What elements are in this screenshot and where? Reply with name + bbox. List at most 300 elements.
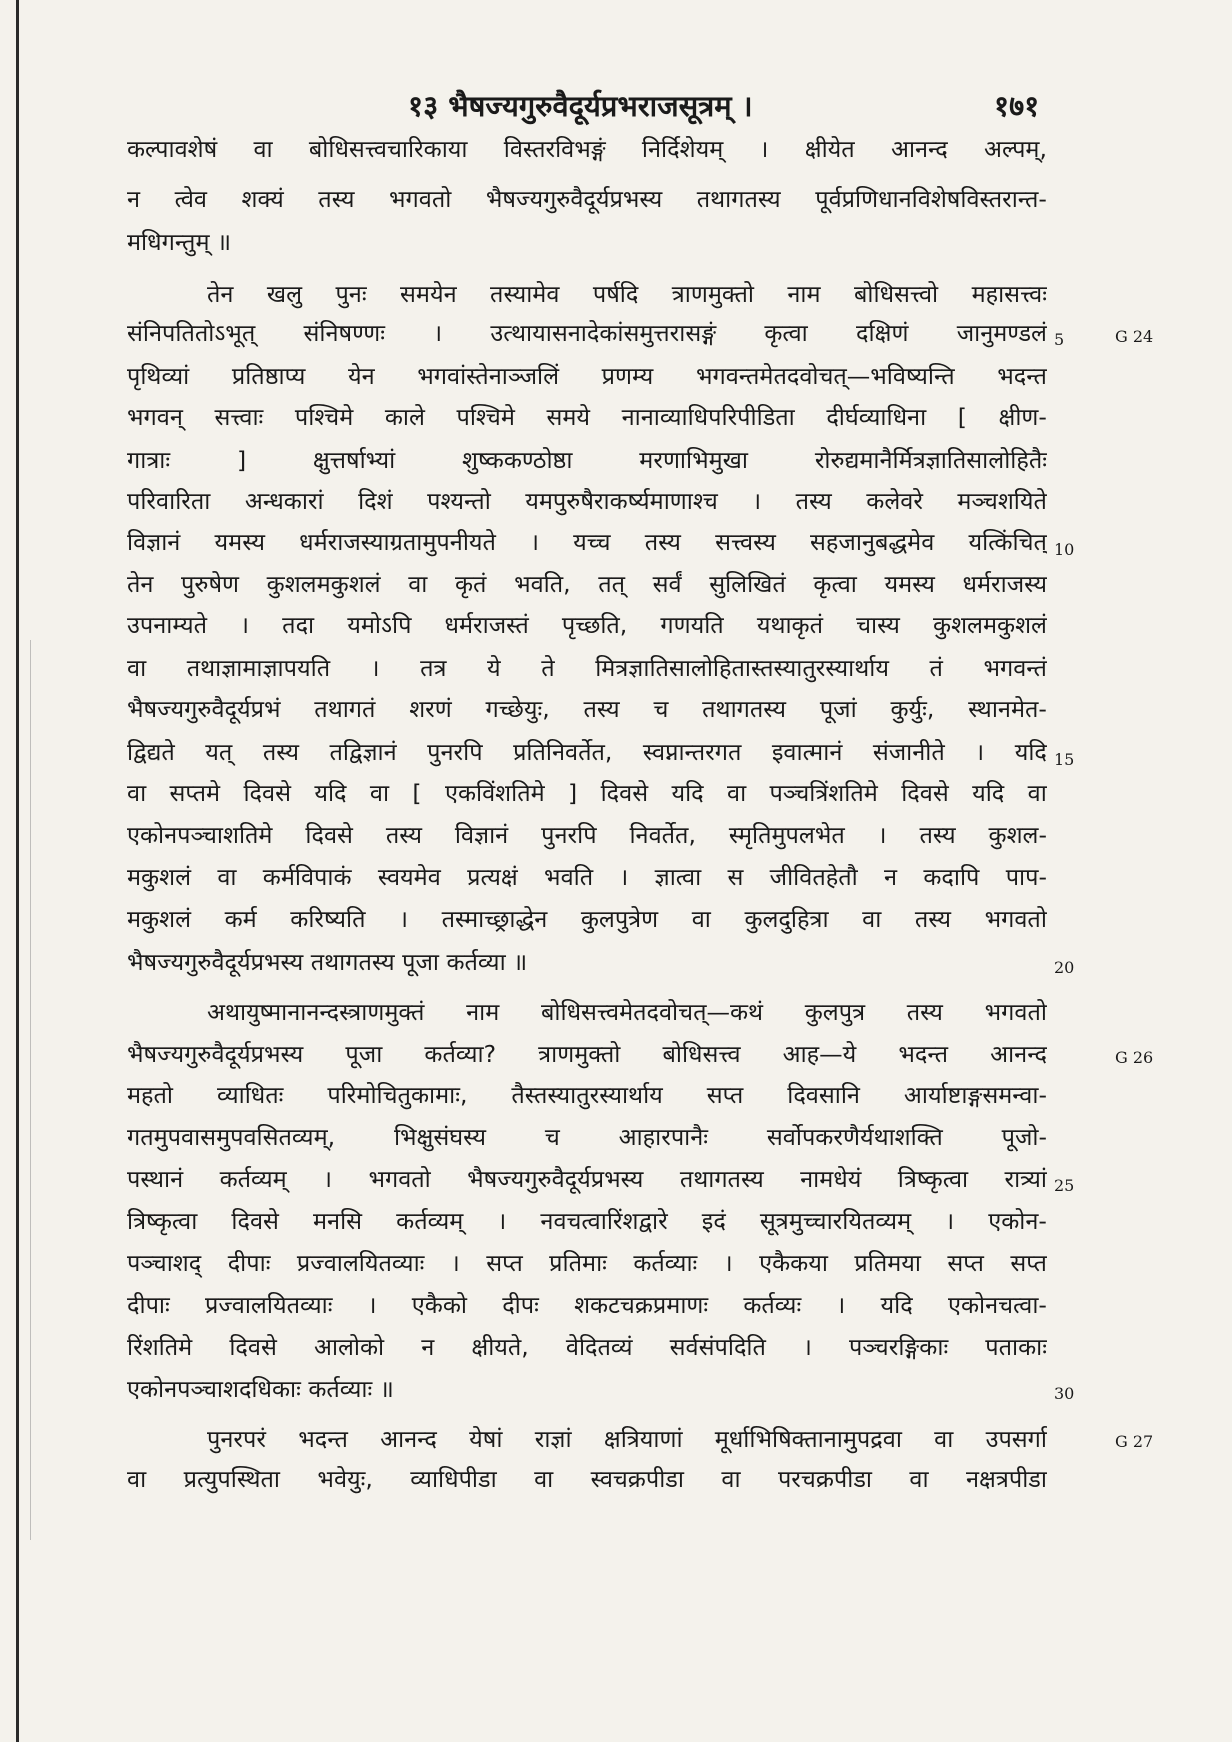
word: तस्य — [318, 185, 355, 213]
word: । — [619, 863, 629, 891]
word: दिवसे — [243, 779, 291, 807]
word: क्षत्रियाणां — [603, 1425, 683, 1453]
word: धर्मराजस्य — [962, 570, 1047, 598]
word: स — [727, 863, 744, 891]
word: करिष्यति — [290, 905, 366, 933]
word: वा — [127, 779, 147, 807]
word: । — [240, 611, 250, 639]
word: तस्य — [385, 821, 422, 849]
word: यदि — [1014, 738, 1047, 766]
word: गतमुपवासमुपवसितव्यम्, — [127, 1123, 336, 1151]
word: । — [877, 821, 887, 849]
word: कर्तव्या? — [424, 1040, 497, 1068]
text-line — [127, 316, 1047, 350]
word: पृथिव्यां — [127, 362, 190, 390]
word: व्याधितः — [216, 1081, 284, 1109]
word: उपनाम्यते — [127, 611, 208, 639]
word: कुर्युः, — [890, 695, 935, 723]
word: पञ्चत्रिंशतिमे — [769, 779, 878, 807]
word: भैषज्यगुरुवैदूर्यप्रभस्य — [485, 185, 663, 213]
word: च — [544, 1123, 560, 1151]
word: आलोको — [313, 1333, 385, 1361]
text-line — [127, 1162, 1047, 1196]
text-line — [127, 567, 1047, 601]
word: धर्मराजस्याग्रतामुपनीयते — [299, 528, 496, 556]
word: नवचत्वारिंशद्वारे — [540, 1207, 668, 1235]
word: भैषज्यगुरुवैदूर्यप्रभं — [127, 695, 281, 723]
word: दक्षिणं — [856, 319, 909, 347]
text-line — [127, 484, 1047, 518]
word: शक्यं — [241, 185, 284, 213]
manuscript-reference: G 24 — [1115, 327, 1154, 346]
word: शुष्ककण्ठोष्ठा — [461, 446, 573, 474]
word: कल्पावशेषं — [127, 135, 218, 163]
text-line — [127, 608, 1047, 642]
word: तेन — [207, 280, 234, 308]
text-line — [207, 995, 1047, 1029]
word: दीपः — [502, 1291, 539, 1319]
word: यमस्य — [884, 570, 935, 598]
text-line — [127, 902, 1047, 936]
word: प्रतिनिवर्तेत, — [513, 738, 613, 766]
word: तद्विज्ञानं — [329, 738, 397, 766]
word: निवर्तेत, — [629, 821, 696, 849]
word: सप्त — [486, 1249, 523, 1277]
word: बोधिसत्त्व — [662, 1040, 741, 1068]
word: वेदितव्यं — [565, 1333, 633, 1361]
word: आनन्द — [890, 135, 948, 163]
text-line: एकोनपञ्चाशदधिकाः कर्तव्याः ॥ — [127, 1375, 394, 1403]
word: बोधिसत्त्वो — [853, 280, 939, 308]
word: शकटचक्रप्रमाणः — [574, 1291, 709, 1319]
text-line — [127, 182, 1047, 216]
word: ते — [541, 654, 555, 682]
word: पूजा — [345, 1040, 383, 1068]
text-line — [127, 818, 1047, 852]
word: दिवसे — [600, 779, 649, 807]
word: भैषज्यगुरुवैदूर्यप्रभस्य — [127, 1040, 304, 1068]
word: सप्त — [706, 1081, 744, 1109]
word: विज्ञानं — [454, 821, 509, 849]
word: । — [323, 1165, 333, 1193]
word: पस्थानं — [127, 1165, 184, 1193]
word: वा — [534, 1465, 554, 1493]
word: पश्चिमे — [294, 403, 354, 431]
manuscript-reference: G 27 — [1115, 1432, 1154, 1451]
word: बोधिसत्त्वचारिकाया — [308, 135, 468, 163]
word: यथाकृतं — [756, 611, 824, 639]
word: तस्य — [906, 998, 943, 1026]
word: भवति — [544, 863, 594, 891]
text-line — [127, 132, 1047, 166]
word: एकैकया — [759, 1249, 828, 1277]
text-line — [127, 1462, 1047, 1496]
text-line: भैषज्यगुरुवैदूर्यप्रभस्य तथागतस्य पूजा कर्तव्या ॥ — [127, 948, 528, 976]
word: भगवतो — [368, 1165, 431, 1193]
word: महतो — [127, 1081, 174, 1109]
text-line — [127, 1078, 1047, 1112]
word: उत्थायासनादेकांसमुत्तरासङ्गं — [490, 319, 717, 347]
word: यदि — [880, 1291, 913, 1319]
word: तस्य — [919, 821, 956, 849]
word: प्रतिमया — [854, 1249, 921, 1277]
word: तस्य — [644, 528, 681, 556]
text-line — [127, 692, 1047, 726]
word: ] — [568, 779, 578, 807]
word: जीवितहेतौ — [769, 863, 858, 891]
text-line — [127, 776, 1047, 810]
word: यत्किंचित् — [968, 528, 1047, 556]
word: मरणाभिमुखा — [639, 446, 748, 474]
word: अन्धकारां — [244, 487, 324, 515]
word: पुनः — [335, 280, 367, 308]
word: कर्म — [224, 905, 257, 933]
word: पुनरपरं — [207, 1425, 266, 1453]
word: यदि — [972, 779, 1005, 807]
word: पर्षदि — [592, 280, 639, 308]
text-line — [127, 1288, 1047, 1322]
word: दीपाः — [227, 1249, 271, 1277]
word: एकैको — [411, 1291, 467, 1319]
word: एकोनपञ्चाशतिमे — [127, 821, 273, 849]
word: काले — [384, 403, 425, 431]
word: सर्वोपकरणैर्यथाशक्ति — [766, 1123, 943, 1151]
word: गात्राः — [127, 446, 171, 474]
word: कृत्वा — [764, 319, 808, 347]
word: सुलिखितं — [709, 570, 786, 598]
word: तथागतं — [314, 695, 376, 723]
word: सहजानुबद्धमेव — [810, 528, 935, 556]
word: भगवांस्तेनाञ्जलिं — [417, 362, 560, 390]
word: शरणं — [409, 695, 452, 723]
word: । — [759, 135, 769, 163]
word: वा — [909, 1465, 929, 1493]
word: । — [752, 487, 762, 515]
running-head: १३ भैषज्यगुरुवैदूर्यप्रभराजसूत्रम् । — [408, 89, 753, 123]
word: व्याधिपीडा — [410, 1465, 497, 1493]
word: आनन्द — [990, 1040, 1047, 1068]
word: मकुशलं — [127, 863, 192, 891]
text-line: मधिगन्तुम् ॥ — [127, 228, 232, 256]
word: पञ्चाशद् — [127, 1249, 202, 1277]
word: वा — [1027, 779, 1047, 807]
word: तत्र — [420, 654, 447, 682]
word: स्वयमेव — [377, 863, 441, 891]
word: । — [399, 905, 408, 933]
word: द्विद्यते — [127, 738, 175, 766]
word: तदा — [282, 611, 315, 639]
gutter-shadow — [30, 640, 31, 1540]
line-number: 10 — [1054, 540, 1075, 559]
word: तथागतस्य — [696, 185, 781, 213]
word: एकविंशतिमे — [444, 779, 545, 807]
word: यमपुरुषैराकर्ष्यमाणाश्च — [525, 487, 718, 515]
text-line — [127, 1246, 1047, 1280]
text-line — [127, 651, 1047, 685]
word: येन — [347, 362, 375, 390]
word: इदं — [701, 1207, 726, 1235]
word: एकोनचत्वा- — [947, 1291, 1047, 1319]
word: गणयति — [660, 611, 724, 639]
word: मनसि — [313, 1207, 363, 1235]
word: मित्रज्ञातिसालोहितास्तस्यातुरस्यार्थाय — [595, 654, 889, 682]
word: कुलदुहित्रा — [744, 905, 829, 933]
word: दिवसे — [305, 821, 353, 849]
page-number: १७१ — [994, 89, 1040, 123]
word: वा — [727, 779, 747, 807]
word: [ — [957, 403, 967, 431]
word: पूजां — [819, 695, 857, 723]
word: कर्मविपाकं — [262, 863, 352, 891]
word: तथागतस्य — [702, 695, 787, 723]
word: भगवतो — [984, 905, 1047, 933]
word: परिवारिता — [127, 487, 211, 515]
word: सर्वसंपदिति — [669, 1333, 766, 1361]
word: पश्चिमे — [456, 403, 515, 431]
word: । — [450, 1249, 460, 1277]
word: । — [497, 1207, 507, 1235]
word: कुशलमकुशलं — [266, 570, 381, 598]
word: नानाव्याधिपरिपीडिता — [621, 403, 795, 431]
word: वा — [691, 905, 711, 933]
word: कर्तव्यम् — [396, 1207, 464, 1235]
word: परचक्रपीडा — [777, 1465, 872, 1493]
word: पुरुषेण — [181, 570, 240, 598]
word: सत्त्वस्य — [715, 528, 776, 556]
word: वा — [127, 1465, 147, 1493]
word: सर्वं — [652, 570, 682, 598]
word: कर्तव्याः — [633, 1249, 698, 1277]
word: कलेवरे — [866, 487, 923, 515]
word: अथायुष्मानानन्दस्त्राणमुक्तं — [207, 998, 425, 1026]
word: । — [803, 1333, 812, 1361]
text-line — [127, 735, 1047, 769]
word: पुनरपि — [427, 738, 483, 766]
word: त्वेव — [174, 185, 207, 213]
word: प्रज्वालयितव्याः — [296, 1249, 425, 1277]
word: पाप- — [1005, 863, 1047, 891]
word: राज्ञां — [534, 1425, 572, 1453]
word: प्रत्यक्षं — [467, 863, 518, 891]
word: कृतं — [455, 570, 487, 598]
word: । — [530, 528, 540, 556]
word: दिशं — [358, 487, 393, 515]
word: वा — [127, 654, 147, 682]
word: प्रतिष्ठाप्य — [231, 362, 306, 390]
word: कुशल- — [988, 821, 1047, 849]
word: पताकाः — [985, 1333, 1047, 1361]
word: मकुशलं — [127, 905, 192, 933]
line-number: 25 — [1054, 1176, 1075, 1195]
word: कर्तव्यम् — [219, 1165, 287, 1193]
word: नाम — [787, 280, 821, 308]
word: त्राणमुक्तो — [671, 280, 754, 308]
word: [ — [412, 779, 422, 807]
word: बोधिसत्त्वमेतदवोचत्—कथं — [541, 998, 764, 1026]
word: वा — [253, 135, 273, 163]
word: कदापि — [923, 863, 980, 891]
word: कर्तव्यः — [743, 1291, 802, 1319]
word: आर्याष्टाङ्गसमन्वा- — [903, 1081, 1047, 1109]
word: त्रिष्कृत्वा — [897, 1165, 969, 1193]
word: प्रणम्य — [601, 362, 654, 390]
word: सप्त — [1010, 1249, 1047, 1277]
word: यदि — [671, 779, 704, 807]
word: च — [653, 695, 669, 723]
word: एकोन- — [988, 1207, 1047, 1235]
word: उपसर्गा — [985, 1425, 1047, 1453]
word: संजानीते — [872, 738, 945, 766]
word: तथागतस्य — [679, 1165, 764, 1193]
word: निर्दिशेयम् — [641, 135, 724, 163]
word: तस्य — [914, 905, 952, 933]
word: भवेयुः, — [317, 1465, 373, 1493]
word: संनिपतितोऽभूत् — [127, 319, 256, 347]
word: भगवतो — [389, 185, 452, 213]
word: स्थानमेत- — [968, 695, 1047, 723]
word: रात्र्यां — [1004, 1165, 1047, 1193]
word: तस्य — [583, 695, 620, 723]
word: सूत्रमुच्चारयितव्यम् — [759, 1207, 912, 1235]
text-line — [127, 1037, 1047, 1071]
word: । — [836, 1291, 846, 1319]
word: सप्तमे — [169, 779, 221, 807]
word: जानुमण्डलं — [956, 319, 1047, 347]
text-line — [127, 860, 1047, 894]
word: तस्य — [262, 738, 299, 766]
word: यदि — [314, 779, 347, 807]
text-line — [207, 277, 1047, 311]
word: नामधेयं — [800, 1165, 862, 1193]
word: तस्य — [795, 487, 832, 515]
word: विज्ञानं — [127, 528, 181, 556]
word: पश्यन्तो — [427, 487, 491, 515]
word: आनन्द — [380, 1425, 437, 1453]
word: भैषज्यगुरुवैदूर्यप्रभस्य — [467, 1165, 644, 1193]
word: पञ्चरङ्गिकाः — [849, 1333, 949, 1361]
word: कुलपुत्र — [804, 998, 866, 1026]
text-line — [127, 359, 1047, 393]
word: दिवसे — [901, 779, 949, 807]
word: गच्छेयुः, — [485, 695, 550, 723]
word: आह—ये — [782, 1040, 857, 1068]
word: नाम — [466, 998, 500, 1026]
word: वा — [934, 1425, 954, 1453]
word: नक्षत्रपीडा — [965, 1465, 1047, 1493]
word: खलु — [266, 280, 303, 308]
word: भगवतो — [984, 998, 1047, 1026]
word: अल्पम्, — [984, 135, 1047, 163]
line-number: 5 — [1054, 330, 1065, 349]
manuscript-reference: G 26 — [1115, 1048, 1154, 1067]
word: यमस्य — [214, 528, 265, 556]
word: सप्त — [947, 1249, 984, 1277]
line-number: 20 — [1054, 958, 1075, 977]
word: ] — [236, 446, 247, 474]
word: भगवन्तमेतदवोचत्—भविष्यन्ति — [695, 362, 955, 390]
word: दिवसे — [229, 1333, 277, 1361]
word: कुलपुत्रेण — [580, 905, 659, 933]
word: दीपाः — [127, 1291, 170, 1319]
word: सत्त्वाः — [214, 403, 264, 431]
word: । — [370, 654, 380, 682]
word: ज्ञात्वा — [654, 863, 702, 891]
word: तस्माच्छ्राद्धेन — [441, 905, 548, 933]
word: महासत्त्वः — [971, 280, 1047, 308]
word: वा — [408, 570, 428, 598]
word: । — [723, 1249, 733, 1277]
word: प्रज्वालयितव्याः — [204, 1291, 333, 1319]
word: पुनरपि — [541, 821, 597, 849]
word: पूजो- — [1001, 1123, 1047, 1151]
word: तैस्तस्यातुरस्यार्थाय — [511, 1081, 663, 1109]
word: तेन — [127, 570, 154, 598]
word: तत् — [598, 570, 626, 598]
text-line — [127, 1120, 1047, 1154]
word: न — [883, 863, 898, 891]
word: भदन्त — [298, 1425, 348, 1453]
word: दिवसानि — [787, 1081, 860, 1109]
word: भवति, — [514, 570, 571, 598]
word: यच्च — [573, 528, 611, 556]
word: रिंशतिमे — [127, 1333, 193, 1361]
word: प्रत्युपस्थिता — [183, 1465, 280, 1493]
text-line — [127, 400, 1047, 434]
word: येषां — [469, 1425, 503, 1453]
word: वा — [721, 1465, 741, 1493]
word: समये — [546, 403, 591, 431]
word: क्षीण- — [998, 403, 1047, 431]
word: यमोऽपि — [347, 611, 412, 639]
word: तथाज्ञामाज्ञापयति — [186, 654, 331, 682]
word: क्षुत्तर्षाभ्यां — [312, 446, 396, 474]
word: विस्तरविभङ्गं — [503, 135, 606, 163]
word: मूर्धाभिषिक्तानामुपद्रवा — [714, 1425, 902, 1453]
word: । — [975, 738, 985, 766]
word: मञ्चशयिते — [957, 487, 1047, 515]
word: कुशलमकुशलं — [933, 611, 1047, 639]
word: समयेन — [400, 280, 457, 308]
word: दीर्घव्याधिना — [826, 403, 927, 431]
word: रोरुद्यमानैर्मित्रज्ञातिसालोहितैः — [814, 446, 1047, 474]
word: भगवन्तं — [983, 654, 1047, 682]
word: न — [421, 1333, 435, 1361]
word: न — [127, 185, 141, 213]
word: स्वचक्रपीडा — [590, 1465, 684, 1493]
word: क्षीयेत — [804, 135, 855, 163]
line-number: 30 — [1054, 1384, 1075, 1403]
word: धर्मराजस्तं — [444, 611, 529, 639]
gutter-rule — [16, 0, 19, 1742]
word: । — [945, 1207, 955, 1235]
word: चास्य — [856, 611, 900, 639]
word: भदन्त — [898, 1040, 949, 1068]
word: । — [367, 1291, 377, 1319]
word: इवात्मानं — [771, 738, 843, 766]
text-line — [127, 1204, 1047, 1238]
text-line — [207, 1422, 1047, 1456]
word: त्रिष्कृत्वा — [127, 1207, 198, 1235]
word: भिक्षुसंघस्य — [393, 1123, 486, 1151]
word: तं — [929, 654, 943, 682]
text-line — [127, 525, 1047, 559]
word: पूर्वप्रणिधानविशेषविस्तरान्त- — [815, 185, 1047, 213]
word: ये — [487, 654, 501, 682]
word: तस्यामेव — [490, 280, 560, 308]
word: क्षीयते, — [471, 1333, 529, 1361]
word: संनिषण्णः — [303, 319, 385, 347]
word: यत् — [205, 738, 233, 766]
